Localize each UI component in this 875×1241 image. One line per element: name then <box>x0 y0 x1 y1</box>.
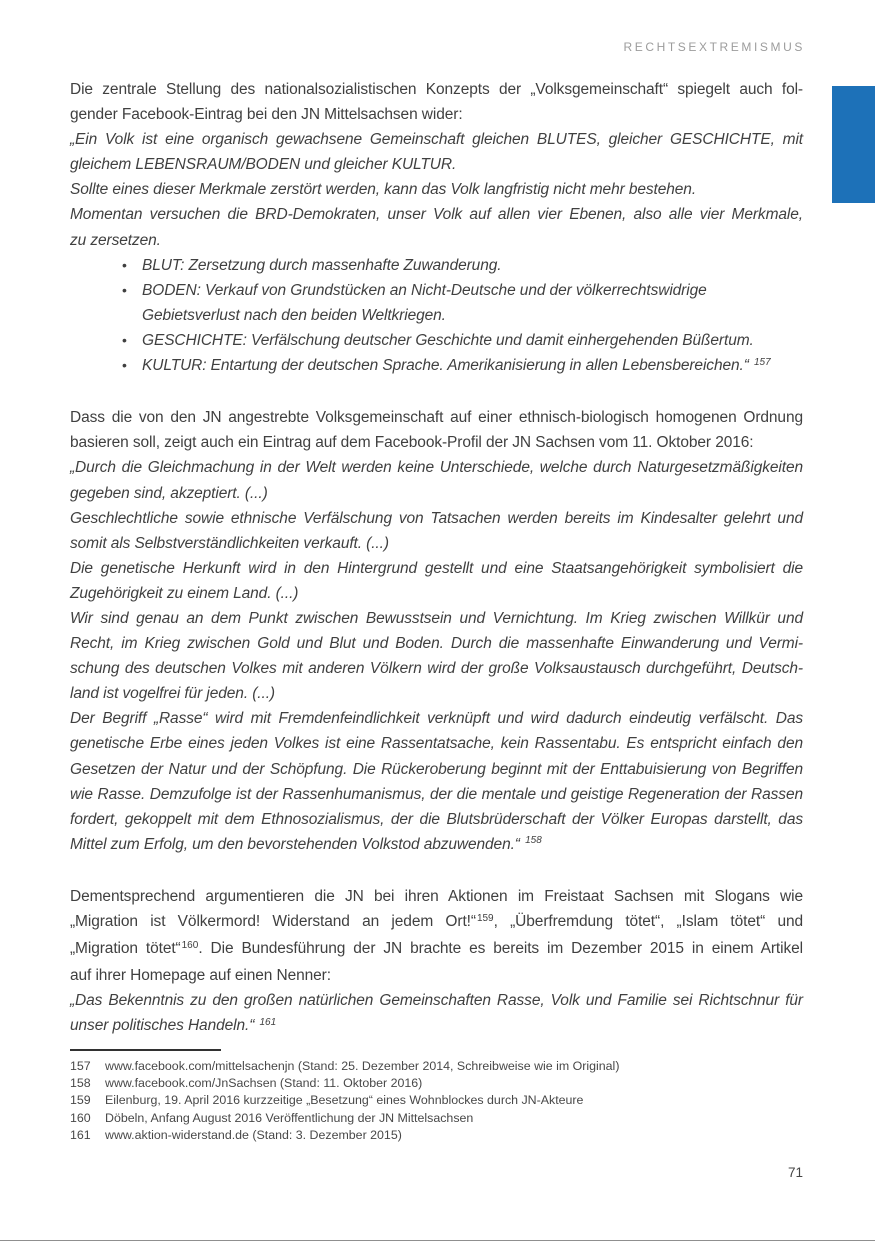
text-line <box>70 202 803 227</box>
text-segment: Recht, im Krieg zwischen Gold und Blut und Boden. Durch die massenhafte Einwanderung und Vermi- <box>70 635 803 653</box>
text-line <box>70 936 803 963</box>
text-segment: Gebietsverlust nach den beiden Weltkriegen. <box>142 306 446 324</box>
footnote-number: 159 <box>70 1093 91 1108</box>
text-line <box>70 127 803 152</box>
text-line <box>70 177 803 202</box>
text-line <box>70 757 803 782</box>
footnote-text: Eilenburg, 19. April 2016 kurzzeitige „Besetzung“ eines Wohnblockes durch JN-Akteure <box>105 1093 584 1108</box>
text-line <box>70 581 803 606</box>
text-segment: Die zentrale Stellung des nationalsozialistischen Konzepts der „Volksgemeinschaft“ spiegelt auch fol- <box>70 81 803 98</box>
text-line <box>70 1013 803 1040</box>
text-line <box>70 303 803 328</box>
text-line <box>70 606 803 631</box>
text-segment: Mittel zum Erfolg, um den bevorstehenden Volkstod abzuwenden.“ <box>70 835 525 853</box>
text-line <box>70 152 803 177</box>
text-line <box>70 631 803 656</box>
text-segment: auf ihrer Homepage auf einen Nenner: <box>70 967 331 985</box>
text-segment: Wir sind genau an dem Punkt zwischen Bewusstsein und Vernichtung. Im Krieg zwischen Willkür und <box>70 609 803 627</box>
body-text <box>70 77 803 1041</box>
text-line <box>70 481 803 506</box>
text-line <box>70 455 803 480</box>
footnote-item <box>70 1110 803 1127</box>
text-segment: „Migration ist Völkermord! Widerstand an jedem Ort!“ <box>70 913 476 931</box>
text-line <box>70 353 803 380</box>
text-segment: GESCHICHTE: Verfälschung deutscher Geschichte und damit einhergehenden Büßertum. <box>142 331 754 349</box>
text-segment: gleichem LEBENSRAUM/BODEN und gleicher KULTUR. <box>70 156 457 174</box>
text-segment: gender Facebook-Eintrag bei den JN Mittelsachsen wider: <box>70 106 463 124</box>
text-segment: . Die Bundesführung der JN brachte es bereits im Dezember 2015 in einem Artikel <box>198 940 803 958</box>
text-segment: KULTUR: Entartung der deutschen Sprache. Amerikanisierung in allen Lebensbereichen.“ <box>142 357 753 375</box>
text-line <box>70 909 803 936</box>
text-segment: Der Begriff „Rasse“ wird mit Fremdenfeindlichkeit verknüpft und wird dadurch eindeutig verfälscht. Das <box>70 710 803 728</box>
footnote-number: 160 <box>70 1110 91 1125</box>
footnote-reference: 160 <box>181 939 199 951</box>
footnote-item <box>70 1092 803 1109</box>
text-segment: Dementsprechend argumentieren die JN bei ihren Aktionen im Freistaat Sachsen mit Slogans wie <box>70 888 803 905</box>
footnote-reference: 157 <box>754 356 771 368</box>
text-segment: somit als Selbstverständlichkeiten verkauft. (...) <box>70 534 389 552</box>
page-number: 71 <box>787 1165 803 1180</box>
footnote-item <box>70 1075 803 1092</box>
text-line <box>70 328 803 353</box>
bullet-icon: • <box>122 256 127 273</box>
paragraph <box>70 127 803 252</box>
text-segment: Momentan versuchen die BRD-Demokraten, unser Volk auf allen vier Ebenen, also alle vier Merkmale, <box>70 206 803 224</box>
footnote-number: 161 <box>70 1127 91 1142</box>
text-line <box>70 832 803 859</box>
footnote-text: www.facebook.com/mittelsachenjn (Stand: 25. Dezember 2014, Schreibweise wie im Original) <box>105 1059 620 1073</box>
footnote-text: www.aktion-widerstand.de (Stand: 3. Dezember 2015) <box>105 1127 402 1142</box>
footnote-number: 158 <box>70 1076 91 1091</box>
footnote-reference: 159 <box>476 912 494 924</box>
text-segment: Gesetzen der Natur und der Schöpfung. Die Rückeroberung beginnt mit der Enttabuisierung von Begriffen <box>70 760 803 778</box>
text-segment: „Durch die Gleichmachung in der Welt werden keine Unterschiede, welche durch Naturgesetzmäßigkeiten <box>70 459 803 477</box>
paragraph <box>70 77 803 127</box>
footnotes-section <box>70 1049 803 1144</box>
text-line <box>70 782 803 807</box>
footnote-number: 157 <box>70 1059 91 1073</box>
bullet-icon: • <box>122 331 127 348</box>
text-segment: „Das Bekenntnis zu den großen natürlichen Gemeinschaften Rasse, Volk und Familie sei Richtschnur für <box>70 992 803 1010</box>
text-segment: Dass die von den JN angestrebte Volksgemeinschaft auf einer ethnisch-biologisch homogenen Ordnung <box>70 409 803 427</box>
text-segment: „Ein Volk ist eine organisch gewachsene Gemeinschaft gleichen BLUTES, gleicher GESCHICHTE, mit <box>70 131 803 149</box>
text-line <box>70 884 803 909</box>
bullet-icon: • <box>122 281 127 298</box>
text-line <box>70 228 803 253</box>
paragraph <box>70 405 803 455</box>
footnote-rule <box>70 1049 221 1051</box>
footnote-list <box>70 1058 803 1144</box>
text-line <box>70 531 803 556</box>
text-segment: genetische Erbe eines jeden Volkes ist eine Rassentatsache, kein Rassentabu. Es entspricht einfach den <box>70 735 803 753</box>
text-line <box>70 556 803 581</box>
text-segment: Die genetische Herkunft wird in den Hintergrund gestellt und eine Staatsangehörigkeit symbolisiert die <box>70 559 803 577</box>
running-header: RECHTSEXTREMISMUS <box>623 40 805 54</box>
text-segment: „Migration tötet“ <box>70 940 181 958</box>
text-line <box>70 253 803 278</box>
text-line <box>70 963 803 988</box>
text-line <box>70 656 803 681</box>
text-line <box>70 102 803 127</box>
text-line <box>70 77 803 102</box>
text-segment: gegeben sind, akzeptiert. (...) <box>70 484 268 502</box>
text-segment: Zugehörigkeit zu einem Land. (...) <box>70 584 299 602</box>
text-segment: fordert, gekoppelt mit dem Ethnosozialismus, der die Blutsbrüderschaft der Völker Europas darstellt, das <box>70 810 803 828</box>
text-line <box>70 706 803 731</box>
text-segment: Geschlechtliche sowie ethnische Verfälschung von Tatsachen werden bereits im Kindesalter gelehrt und <box>70 509 803 527</box>
text-line <box>70 988 803 1013</box>
text-segment: wie Rasse. Demzufolge ist der Rassenhumanismus, der die mentale und geistige Regeneration der Rassen <box>70 785 803 803</box>
text-segment: , „Überfremdung tötet“, „Islam tötet“ und <box>493 913 804 931</box>
paragraph <box>70 988 803 1040</box>
footnote-item <box>70 1058 803 1075</box>
footnote-item <box>70 1127 803 1144</box>
text-segment: BODEN: Verkauf von Grundstücken an Nicht-Deutsche und der völkerrechtswidrige <box>142 281 707 299</box>
text-segment: Sollte eines dieser Merkmale zerstört werden, kann das Volk langfristig nicht mehr bestehen. <box>70 181 697 199</box>
chapter-tab-marker <box>832 86 875 203</box>
text-line <box>70 681 803 706</box>
text-line <box>70 731 803 756</box>
text-line <box>70 506 803 531</box>
footnote-text: Döbeln, Anfang August 2016 Veröffentlichung der JN Mittelsachsen <box>105 1110 474 1125</box>
text-line <box>70 807 803 832</box>
text-segment: schung des deutschen Volkes mit anderen Völkern wird der große Volksaustausch durchgeführt, Deutsch- <box>70 660 803 678</box>
text-line <box>70 430 803 455</box>
bullet-icon: • <box>122 357 127 374</box>
text-segment: basieren soll, zeigt auch ein Eintrag auf dem Facebook-Profil der JN Sachsen vom 11. Oktober 2016: <box>70 434 754 452</box>
text-segment: land ist vogelfrei für jeden. (...) <box>70 685 275 703</box>
text-segment: unser politisches Handeln.“ <box>70 1017 259 1035</box>
footnote-reference: 161 <box>259 1016 277 1028</box>
bullet-list <box>70 253 803 380</box>
text-segment: BLUT: Zersetzung durch massenhafte Zuwanderung. <box>142 256 502 274</box>
paragraph <box>70 455 803 859</box>
footnote-text: www.facebook.com/JnSachsen (Stand: 11. Oktober 2016) <box>105 1076 423 1091</box>
text-line <box>70 278 803 303</box>
paragraph <box>70 884 803 988</box>
footnote-reference: 158 <box>525 835 542 847</box>
text-segment: zu zersetzen. <box>70 231 161 249</box>
text-line <box>70 405 803 430</box>
